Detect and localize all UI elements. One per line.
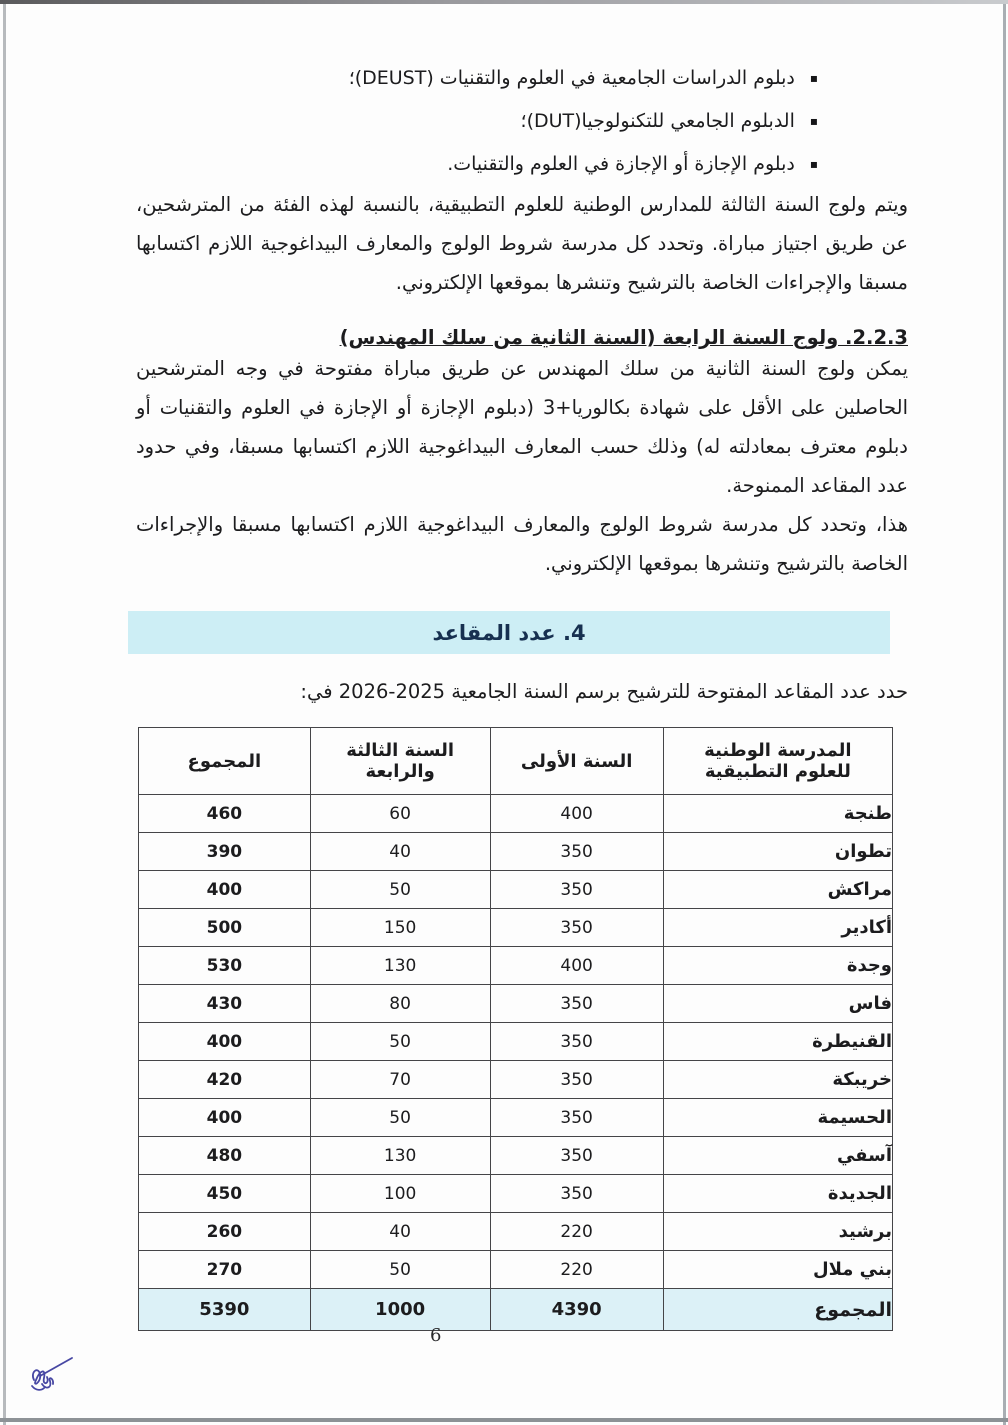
year34-seats: 50 xyxy=(310,1023,490,1061)
paragraph-third-year-access: ويتم ولوج السنة الثالثة للمدارس الوطنية للعلوم التطبيقية، بالنسبة لهذه الفئة من المترشحين، عن طريق اجتياز مباراة. وتحدد كل مدرسة شروط الولوج والمعارف البيداغوجية اللازم اكتسابها مسبقا والإجراءات الخاصة بالترشيح وتنشرها بموقعها الإلكتروني. xyxy=(136,193,908,294)
table-row xyxy=(139,947,893,985)
school-name: بني ملال xyxy=(663,1251,892,1289)
square-bullet-icon: ▪ xyxy=(809,70,818,85)
school-name: فاس xyxy=(663,985,892,1023)
year1-grand-total: 4390 xyxy=(490,1289,663,1331)
school-name: وجدة xyxy=(663,947,892,985)
total-seats: 450 xyxy=(139,1175,311,1213)
table-row xyxy=(139,1251,893,1289)
table-row xyxy=(139,795,893,833)
seats-table xyxy=(138,727,893,1331)
year34-seats: 40 xyxy=(310,833,490,871)
school-name: أكادير xyxy=(663,909,892,947)
column-header-school: المدرسة الوطنية للعلوم التطبيقية xyxy=(663,728,892,795)
grand-total: 5390 xyxy=(139,1289,311,1331)
total-seats: 270 xyxy=(139,1251,311,1289)
signature-mark xyxy=(20,1350,82,1400)
school-name: آسفي xyxy=(663,1137,892,1175)
table-header-row xyxy=(139,728,893,795)
total-seats: 500 xyxy=(139,909,311,947)
year34-seats: 100 xyxy=(310,1175,490,1213)
total-seats: 530 xyxy=(139,947,311,985)
list-item xyxy=(136,142,818,185)
year34-seats: 50 xyxy=(310,1099,490,1137)
school-name: خريبكة xyxy=(663,1061,892,1099)
school-name: الجديدة xyxy=(663,1175,892,1213)
total-seats: 400 xyxy=(139,871,311,909)
table-row xyxy=(139,1175,893,1213)
bullet-text: دبلوم الإجازة أو الإجازة في العلوم والتقنيات. xyxy=(447,152,795,175)
list-item xyxy=(136,99,818,142)
total-seats: 460 xyxy=(139,795,311,833)
school-name: تطوان xyxy=(663,833,892,871)
year1-seats: 350 xyxy=(490,1099,663,1137)
bullet-text: دبلوم الدراسات الجامعية في العلوم والتقنيات (DEUST)؛ xyxy=(348,66,795,89)
year34-seats: 60 xyxy=(310,795,490,833)
year1-seats: 350 xyxy=(490,909,663,947)
section-title: 4. عدد المقاعد xyxy=(432,620,586,645)
year1-seats: 350 xyxy=(490,833,663,871)
square-bullet-icon: ▪ xyxy=(809,113,818,128)
year34-seats: 40 xyxy=(310,1213,490,1251)
table-row xyxy=(139,909,893,947)
table-row xyxy=(139,1213,893,1251)
table-row xyxy=(139,985,893,1023)
bullet-text: الدبلوم الجامعي للتكنولوجيا(DUT)؛ xyxy=(520,109,795,132)
scan-edge-right xyxy=(1003,4,1006,1425)
year34-seats: 130 xyxy=(310,1137,490,1175)
scan-edge-top xyxy=(0,0,1008,4)
column-header-year1: السنة الأولى xyxy=(490,728,663,795)
table-total-row xyxy=(139,1289,893,1331)
total-seats: 430 xyxy=(139,985,311,1023)
table-row xyxy=(139,833,893,871)
year1-seats: 350 xyxy=(490,871,663,909)
table-row xyxy=(139,1061,893,1099)
table-row xyxy=(139,1099,893,1137)
year1-seats: 400 xyxy=(490,947,663,985)
scan-edge-bottom xyxy=(0,1418,1008,1422)
square-bullet-icon: ▪ xyxy=(809,156,818,171)
year34-seats: 130 xyxy=(310,947,490,985)
total-seats: 390 xyxy=(139,833,311,871)
year1-seats: 400 xyxy=(490,795,663,833)
page-content xyxy=(136,56,908,1331)
year1-seats: 350 xyxy=(490,1023,663,1061)
total-seats: 400 xyxy=(139,1099,311,1137)
total-seats: 400 xyxy=(139,1023,311,1061)
section-4-seats-banner xyxy=(128,611,890,654)
heading-2-2-3: 2.2.3. ولوج السنة الرابعة (السنة الثانية من سلك المهندس) xyxy=(339,326,908,349)
year34-seats: 150 xyxy=(310,909,490,947)
total-seats: 420 xyxy=(139,1061,311,1099)
year34-seats: 50 xyxy=(310,871,490,909)
column-header-year34: السنة الثالثة والرابعة xyxy=(310,728,490,795)
list-item xyxy=(136,56,818,99)
table-intro-line: حدد عدد المقاعد المفتوحة للترشيح برسم السنة الجامعية 2025-2026 في: xyxy=(300,680,908,703)
year1-seats: 350 xyxy=(490,1175,663,1213)
total-row-label: المجموع xyxy=(663,1289,892,1331)
school-name: القنيطرة xyxy=(663,1023,892,1061)
diploma-bullet-list xyxy=(136,56,908,185)
total-seats: 480 xyxy=(139,1137,311,1175)
school-name: برشيد xyxy=(663,1213,892,1251)
table-row xyxy=(139,871,893,909)
column-header-total: المجموع xyxy=(139,728,311,795)
year1-seats: 220 xyxy=(490,1213,663,1251)
year1-seats: 350 xyxy=(490,1061,663,1099)
year34-seats: 50 xyxy=(310,1251,490,1289)
table-row xyxy=(139,1137,893,1175)
year1-seats: 220 xyxy=(490,1251,663,1289)
scan-edge-left xyxy=(3,4,6,1425)
paragraph-fourth-year-access: يمكن ولوج السنة الثانية من سلك المهندس عن طريق مباراة مفتوحة في وجه المترشحين الحاصلين على الأقل على شهادة بكالوريا+3 (دبلوم الإجازة أو الإجازة في العلوم والتقنيات أو دبلوم معترف بمعادلته له) وذلك حسب المعارف البيداغوجية اللازم اكتسابها مسبقا، وفي حدود عدد المقاعد الممنوحة. xyxy=(136,357,908,497)
year34-grand-total: 1000 xyxy=(310,1289,490,1331)
school-name: الحسيمة xyxy=(663,1099,892,1137)
year1-seats: 350 xyxy=(490,985,663,1023)
school-name: مراكش xyxy=(663,871,892,909)
school-name: طنجة xyxy=(663,795,892,833)
paragraph-school-conditions: هذا، وتحدد كل مدرسة شروط الولوج والمعارف البيداغوجية اللازم اكتسابها مسبقا والإجراءات الخاصة بالترشيح وتنشرها بموقعها الإلكتروني. xyxy=(136,513,908,575)
total-seats: 260 xyxy=(139,1213,311,1251)
table-row xyxy=(139,1023,893,1061)
year34-seats: 80 xyxy=(310,985,490,1023)
year34-seats: 70 xyxy=(310,1061,490,1099)
year1-seats: 350 xyxy=(490,1137,663,1175)
page-number: 6 xyxy=(430,1325,442,1346)
